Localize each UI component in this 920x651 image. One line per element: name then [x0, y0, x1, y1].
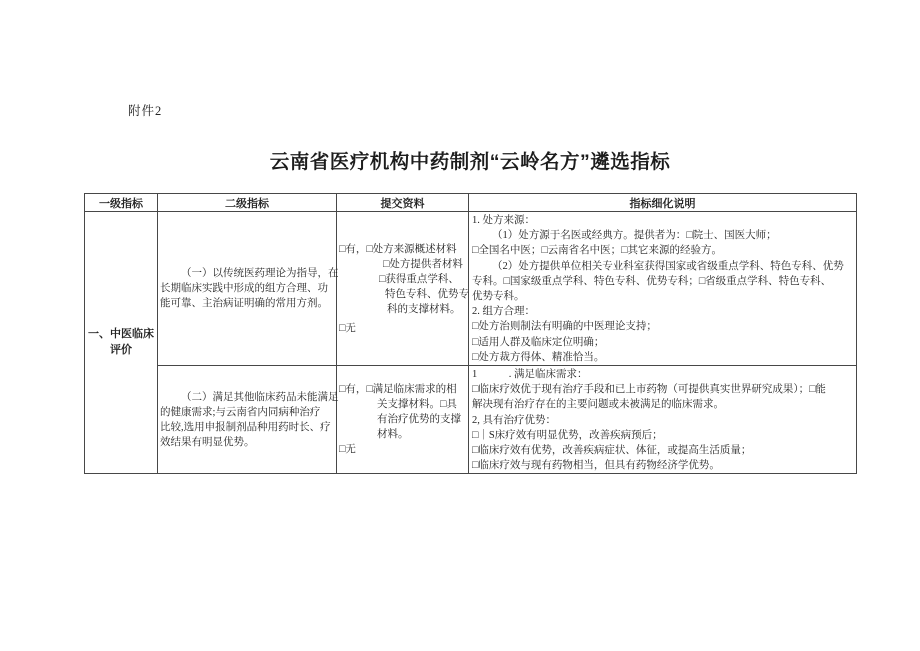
cell-level2-indicator	[158, 212, 337, 366]
text-line: （一）以传统医药理论为指导，在	[181, 268, 339, 280]
level1-indicator-line: 评价	[110, 343, 132, 356]
criteria-table	[84, 193, 857, 474]
text-line: 能可靠、主治病证明确的常用方剂。	[160, 298, 328, 310]
text-line: □临床疗效与现有药物相当，但具有药物经济学优势。	[472, 460, 720, 472]
level1-indicator-line: 一、中医临床	[88, 328, 154, 341]
text-line: （1）处方源于名医或经典方。提供者为：□院士、国医大师；	[492, 230, 777, 242]
text-line: □处方裁方得体、精准恰当。	[472, 351, 605, 363]
submitted-materials-text	[339, 242, 469, 336]
indicator-details-text	[472, 367, 853, 473]
text-line: 的健康需求;与云南省内同病种治疗	[160, 406, 321, 418]
text-line: （二）满足其他临床药品未能满足	[181, 391, 339, 403]
header-submitted-materials: 提交资料	[337, 194, 469, 212]
submitted-materials-text	[339, 382, 466, 457]
document-page	[84, 0, 856, 651]
table-row	[85, 212, 857, 366]
text-line: 2. 组方合理：	[472, 306, 535, 318]
text-line: □适用人群及临床定位明确；	[472, 336, 605, 348]
level2-indicator-text	[160, 390, 339, 450]
text-line: □全国名中医；□云南省名中医；□其它来源的经验方。	[472, 245, 723, 257]
text-line: □有，□满足临床需求的相	[339, 384, 457, 396]
text-line: □处方提供者材料	[383, 258, 463, 270]
text-line: 专科。□国家级重点学科、特色专科、优势专科；□省级重点学科、特色专科、	[472, 275, 832, 287]
cell-level1-indicator	[85, 212, 158, 474]
text-line: 1. 处方来源：	[472, 215, 535, 226]
text-line: 科的支撑材料。	[387, 303, 461, 315]
text-line: 1 . 满足临床需求：	[472, 369, 588, 381]
header-indicator-details: 指标细化说明	[469, 194, 857, 212]
text-line: 关支撑材料。□具	[377, 399, 457, 411]
text-line: □无	[339, 444, 356, 456]
cell-indicator-details	[469, 212, 857, 366]
text-line: 长期临床实践中形成的组方合理、功	[160, 283, 328, 295]
text-line: □处方治则制法有明确的中医理论支持；	[472, 321, 657, 333]
text-line: □｜S床疗效有明显优势，改善疾病预后；	[472, 429, 663, 441]
table-header-row	[85, 194, 857, 212]
header-level2-indicator: 二级指标	[158, 194, 337, 212]
cell-indicator-details	[469, 366, 857, 474]
text-line: □获得重点学科、	[379, 273, 459, 285]
text-line: 解决现有治疗存在的主要问题或未被满足的临床需求。	[472, 399, 724, 411]
text-line: 材料。	[377, 429, 409, 441]
table-row	[85, 366, 857, 474]
cell-submitted-materials	[337, 212, 469, 366]
text-line: 2, 具有治疗优势：	[472, 414, 556, 426]
text-line: 效结果有明显优势。	[160, 436, 255, 448]
indicator-details-text	[472, 213, 853, 365]
text-line: □临床疗效有优势，改善疾病症状、体征，或提高生活质量；	[472, 445, 752, 457]
text-line: 优势专科。	[472, 291, 525, 303]
level2-indicator-text	[160, 266, 339, 311]
text-line: 比较,选用申报制剂品种用药时长、疗	[160, 421, 331, 433]
cell-submitted-materials	[337, 366, 469, 474]
text-line: □有，□处方来源概述材料	[339, 243, 457, 255]
text-line: □无	[339, 322, 356, 334]
text-line: □临床疗效优于现有治疗手段和已上市药物（可提供真实世界研究成果）；□能	[472, 384, 826, 396]
text-line: 有治疗优势的支撑	[377, 414, 461, 426]
text-line: （2）处方提供单位相关专业科室获得国家或省级重点学科、特色专科、优势	[492, 260, 844, 272]
attachment-label: 附件2	[128, 104, 163, 118]
page-title: 云南省医疗机构中药制剂“云岭名方”遴选指标	[269, 151, 671, 173]
header-level1-indicator: 一级指标	[85, 194, 158, 212]
cell-level2-indicator	[158, 366, 337, 474]
text-line: 特色专科、优势专	[385, 288, 469, 300]
